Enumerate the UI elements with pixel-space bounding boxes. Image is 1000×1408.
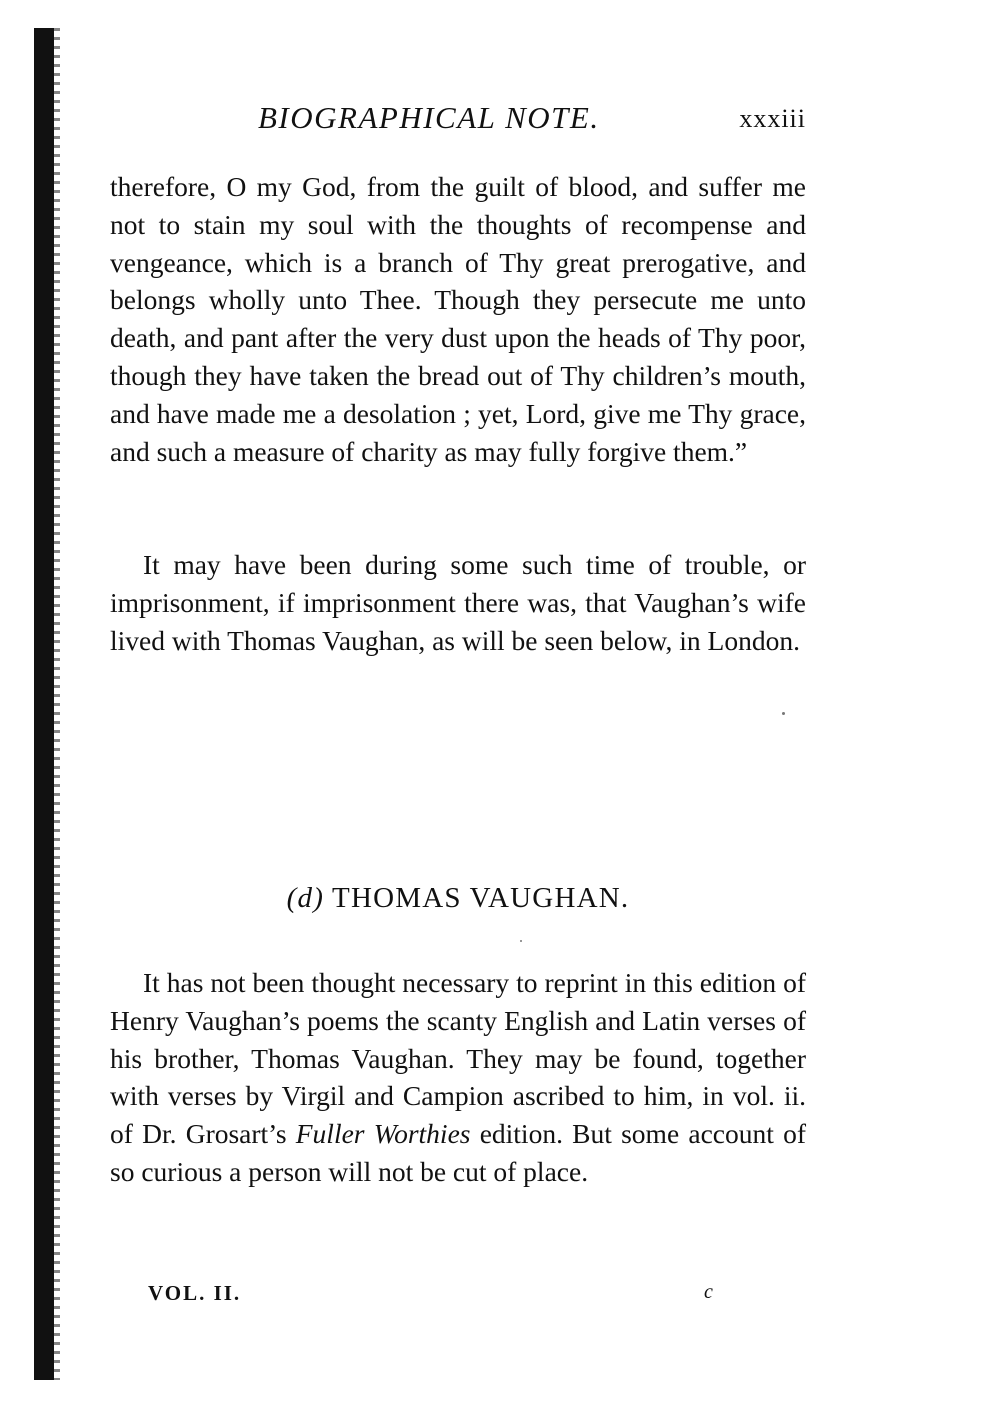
paragraph-thomas-vaughan xyxy=(110,964,806,1191)
gathering-mark: c xyxy=(704,1281,713,1303)
section-label: (d) xyxy=(286,882,325,914)
page-binding-edge xyxy=(34,28,54,1380)
scan-speck xyxy=(520,940,522,942)
paragraph-trouble: It may have been during some such time of trouble, or imprisonment, if imprisonment there was, that Vaughan’s wife lived with Thomas Vaughan, as will be seen below, in London. xyxy=(110,549,806,656)
paragraph-prayer-continuation: therefore, O my God, from the guilt of blood, and suffer me not to stain my soul with the thoughts of recompense and vengeance, which is a branch of Thy great prerogative, and belongs wholly unto Thee. Though they persecute me unto death, and pant after the very dust upon the heads of Thy poor, though they have taken the bread out of Thy children’s mouth, and have made me a desolation ; yet, Lord, give me Thy grace, and such a measure of charity as may fully forgive them.” xyxy=(110,171,806,467)
scan-speck xyxy=(782,712,785,715)
section-heading xyxy=(110,882,806,915)
paragraph-text-before-italic: It has not been thought necessary to reprint in this edition of Henry Vaughan’s poems the scanty English and Latin verses of his brother, Thomas Vaughan. They may be found, together with verses by Virgil and Campion ascribed to him, in vol. ii. of Dr. Grosart’s xyxy=(110,967,806,1150)
running-title: BIOGRAPHICAL NOTE. xyxy=(258,100,600,135)
signature-mark: VOL. II. xyxy=(148,1281,242,1305)
book-title-italic: Fuller Worthies xyxy=(295,1118,471,1150)
running-head xyxy=(110,100,808,144)
section-title: THOMAS VAUGHAN. xyxy=(332,882,630,914)
paragraph-text-after-italic: edition. But some account of so curious a person will not be cut of place. xyxy=(110,1118,807,1187)
page-number: xxxiii xyxy=(739,104,806,133)
